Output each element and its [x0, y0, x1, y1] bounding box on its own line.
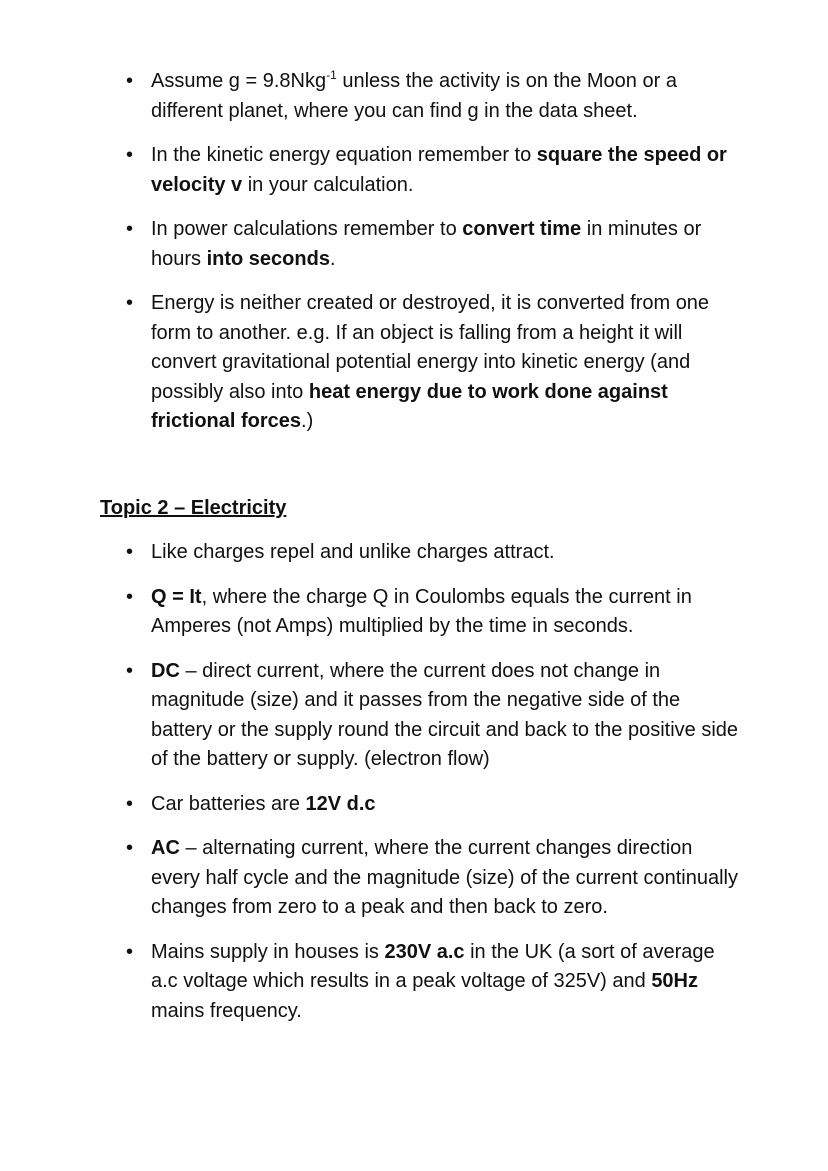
list-item: • Mains supply in houses is 230V a.c in the UK (a sort of average a.c voltage which results in a peak voltage of 325V) and 50Hz mains frequency.: [0, 938, 828, 1027]
list-item: • In the kinetic energy equation remember to square the speed or velocity v in your calculation.: [0, 141, 828, 200]
list-item: • Energy is neither created or destroyed, it is converted from one form to another. e.g. If an object is falling from a height it will convert gravitational potential energy into kinetic energy (and possibly also into heat energy due to work done against frictional forces.): [0, 289, 828, 437]
bullet-icon: •: [126, 144, 134, 166]
bullet-icon: •: [126, 218, 134, 240]
bullet-icon: •: [126, 837, 134, 859]
list-item: • In power calculations remember to convert time in minutes or hours into seconds.: [0, 215, 828, 274]
section-heading: Topic 2 – Electricity: [100, 497, 287, 519]
list-item: • Car batteries are 12V d.c: [0, 790, 828, 820]
topic1-list: [0, 67, 828, 437]
list-item: • Q = It, where the charge Q in Coulombs equals the current in Amperes (not Amps) multiplied by the time in seconds.: [0, 583, 828, 642]
bullet-icon: •: [126, 70, 134, 92]
bullet-icon: •: [126, 292, 134, 314]
bullet-icon: •: [126, 659, 134, 682]
bullet-icon: •: [126, 792, 134, 815]
list-item: • AC – alternating current, where the current changes direction every half cycle and the magnitude (size) of the current continually changes from zero to a peak and then back to zero.: [0, 834, 828, 923]
bullet-icon: •: [126, 585, 134, 608]
bullet-icon: •: [126, 940, 134, 963]
list-item: • DC – direct current, where the current does not change in magnitude (size) and it passes from the negative side of the battery or the supply round the circuit and back to the positive side of the battery or supply. (electron flow): [0, 657, 828, 775]
bullet-icon: •: [126, 541, 134, 563]
list-item: • Like charges repel and unlike charges attract.: [0, 538, 828, 568]
topic2-list: [0, 538, 828, 1026]
list-item: • Assume g = 9.8Nkg$^{-1}$ unless the activity is on the Moon or a different planet, where you can find g in the data sheet.: [126, 68, 677, 122]
